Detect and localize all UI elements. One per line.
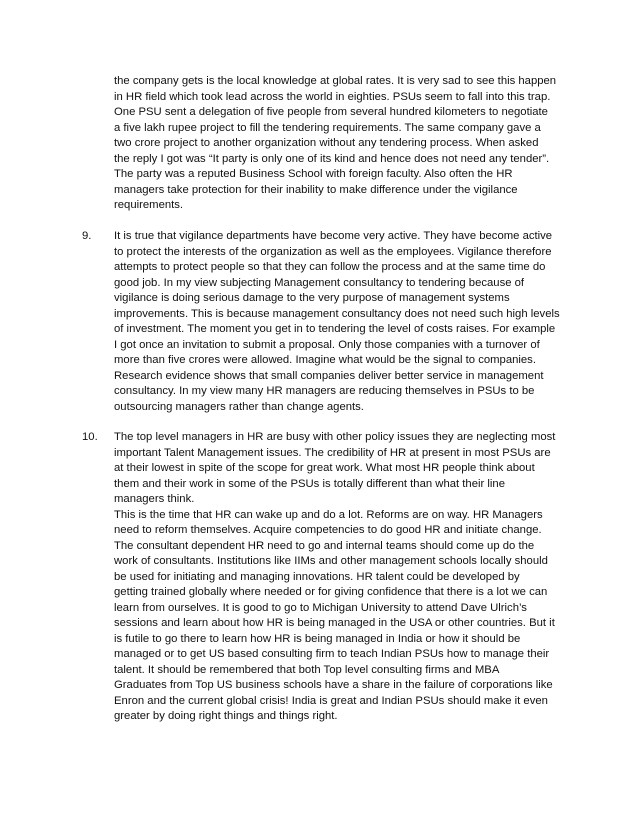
text-line: of investment. The moment you get in to tendering the level of costs raises. For example bbox=[114, 323, 556, 335]
list-item-10-paragraph bbox=[114, 430, 584, 725]
text-line: greater by doing right things and things right. bbox=[114, 710, 338, 722]
text-line: improvements. This is because management consultancy does not need such high levels bbox=[114, 307, 560, 320]
text-line: Enron and the current global crisis! India is great and Indian PSUs should make it even bbox=[114, 694, 548, 707]
text-line: consultancy. In my view many HR managers are reducing themselves in PSUs to be bbox=[114, 385, 535, 397]
text-line: The consultant dependent HR need to go and internal teams should come up do the bbox=[114, 539, 535, 552]
text-line: sessions and learn about how HR is being managed in the USA or other countries. But it bbox=[114, 617, 555, 629]
text-line: to protect the interests of the organization as well as the employees. Vigilance therefore bbox=[114, 245, 552, 258]
text-line: learn from ourselves. It is good to go to Michigan University to attend Dave Ulrich’s bbox=[114, 601, 527, 614]
text-line: outsourcing managers rather than change agents. bbox=[114, 400, 364, 413]
text-line: at their lowest in spite of the scope for great work. What most HR people think about bbox=[114, 462, 535, 474]
text-line: This is the time that HR can wake up and do a lot. Reforms are on way. HR Managers bbox=[114, 508, 543, 521]
text-line: attempts to protect people so that they can follow the process and at the same time do bbox=[114, 261, 546, 273]
text-line: work of consultants. Institutions like IIMs and other management schools locally should bbox=[114, 555, 548, 567]
text-line: It is true that vigilance departments have become very active. They have become active bbox=[114, 230, 553, 242]
text-line: getting trained globally where needed or for giving confidence that there is a lot we can bbox=[114, 586, 548, 598]
text-line: two crore project to another organization without any tendering process. When asked bbox=[114, 137, 539, 149]
text-line: need to reform themselves. Acquire competencies to do good HR and initiate change. bbox=[114, 524, 542, 536]
text-line: vigilance is doing serious damage to the very purpose of management systems bbox=[114, 292, 510, 304]
text-line: in HR field which took lead across the world in eighties. PSUs seem to fall into this trap. bbox=[114, 90, 551, 103]
text-line: requirements. bbox=[114, 199, 184, 211]
list-item-9-paragraph bbox=[114, 229, 584, 415]
text-line: the reply I got was “It party is only one of its kind and hence does not need any tender”. bbox=[114, 152, 550, 165]
text-line: them and their work in some of the PSUs is totally different than what their line bbox=[114, 477, 505, 490]
text-line: managers think. bbox=[114, 493, 195, 505]
text-line: more than five crores were allowed. Imagine what would be the signal to companies. bbox=[114, 354, 536, 366]
text-line: good job. In my view subjecting Management consultancy to tendering because of bbox=[114, 276, 525, 289]
item-number-9: 9. bbox=[82, 230, 92, 242]
text-line: managed or to get US based consulting firm to teach Indian PSUs how to manage their bbox=[114, 648, 550, 660]
text-line: talent. It should be remembered that both Top level consulting firms and MBA bbox=[114, 663, 500, 676]
item-number-10: 10. bbox=[82, 431, 98, 443]
text-line: be used for initiating and managing innovations. HR talent could be developed by bbox=[114, 570, 520, 583]
continuation-paragraph bbox=[114, 74, 584, 214]
text-line: I got once an invitation to submit a proposal. Only those companies with a turnover of bbox=[114, 338, 540, 351]
text-line: The party was a reputed Business School with foreign faculty. Also often the HR bbox=[114, 168, 513, 180]
text-line: One PSU sent a delegation of five people from several hundred kilometers to negotiate bbox=[114, 106, 548, 118]
text-line: Research evidence shows that small companies deliver better service in management bbox=[114, 369, 544, 382]
text-line: The top level managers in HR are busy with other policy issues they are neglecting most bbox=[114, 431, 556, 443]
text-line: important Talent Management issues. The credibility of HR at present in most PSUs are bbox=[114, 446, 551, 459]
text-line: a five lakh rupee project to fill the tendering requirements. The same company gave a bbox=[114, 121, 541, 134]
text-line: Graduates from Top US business schools have a share in the failure of corporations like bbox=[114, 679, 553, 691]
text-line: the company gets is the local knowledge at global rates. It is very sad to see this happen bbox=[114, 75, 557, 87]
text-line: managers take protection for their inability to make difference under the vigilance bbox=[114, 183, 518, 196]
text-line: is futile to go there to learn how HR is being managed in India or how it should be bbox=[114, 632, 521, 645]
